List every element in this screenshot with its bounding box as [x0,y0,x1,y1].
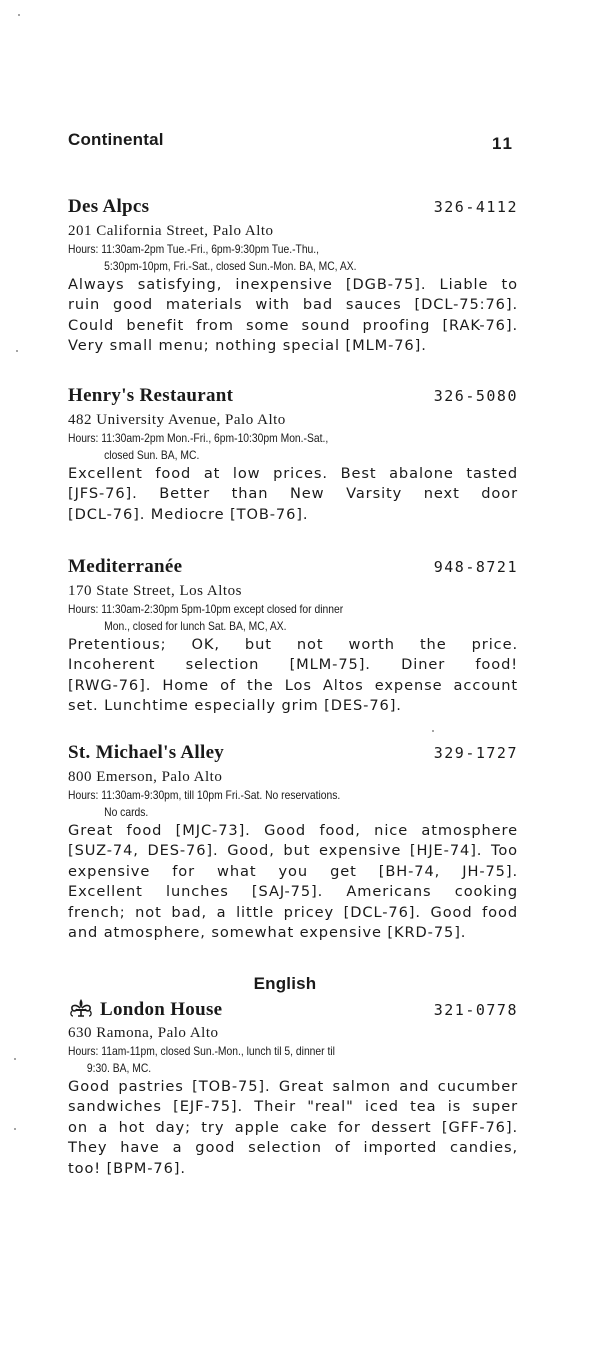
hours-line: No cards. [104,805,149,819]
scan-speck [432,730,434,732]
hours-line: Hours: 11am-11pm, closed Sun.-Mon., lunch til 5, dinner til [68,1044,335,1058]
review-line: [SUZ-74, DES-76]. Good, but expensive [HJE-74]. Too [68,842,518,860]
entry-heading [68,742,518,768]
review-line: ruin good materials with bad sauces [DCL-75:76]. [68,296,518,314]
review-line: Incoherent selection [MLM-75]. Diner food! [68,656,518,674]
restaurant-review [68,635,518,717]
restaurant-address: 630 Ramona, Palo Alto [68,1025,219,1041]
restaurant-entry [68,196,518,357]
restaurant-entry [68,385,518,525]
review-line: set. Lunchtime especially grim [DES-76]. [68,697,402,715]
review-line: Excellent lunches [SAJ-75]. Americans cooking [68,883,518,901]
review-line: Could benefit from some sound proofing [RAK-76]. [68,316,518,334]
restaurant-name-with-icon [68,998,222,1021]
restaurant-review [68,464,518,525]
restaurant-hours [68,601,515,635]
review-line: expensive for what you get [BH-74, JH-75]. [68,862,518,880]
restaurant-review [68,1077,518,1179]
scan-speck [14,1058,16,1060]
review-line: Pretentious; OK, but not worth the price. [68,636,518,653]
review-line: french; not bad, a little pricey [DCL-76]. Good food [68,903,518,921]
review-line: on a hot day; try apple cake for dessert [GFF-76]. [68,1118,518,1136]
hours-line: Hours: 11:30am-2:30pm 5pm-10pm except closed for dinner [68,602,344,616]
restaurant-address: 170 State Street, Los Altos [68,583,242,599]
phone-number: 321-0778 [433,1001,518,1019]
hours-line: Mon., closed for lunch Sat. BA, MC, AX. [104,619,287,633]
review-line: Very small menu; nothing special [MLM-76]. [68,337,427,355]
hours-line: Hours: 11:30am-2pm Tue.-Fri., 6pm-9:30pm Tue.-Thu., [68,242,320,256]
restaurant-entry [68,556,518,717]
hours-line: closed Sun. BA, MC. [104,448,200,462]
review-line: Always satisfying, inexpensive [DGB-75]. Liable to [68,276,518,293]
restaurant-entry [68,998,518,1179]
review-line: and atmosphere, somewhat expensive [KRD-75]. [68,923,467,941]
entry-heading [68,385,518,411]
section-title-continental: Continental [68,130,164,149]
entry-heading [68,998,518,1024]
restaurant-address: 800 Emerson, Palo Alto [68,769,223,785]
page-number: 11 [492,134,514,153]
section-title-english: English [253,974,317,993]
scan-speck [18,14,20,16]
restaurant-hours [68,787,515,821]
restaurant-name: Des Alpcs [68,196,150,217]
restaurant-hours [68,430,515,464]
phone-number: 326-4112 [433,198,518,216]
fleur-de-lis-icon [68,998,94,1018]
review-line: sandwiches [EJF-75]. Their "real" iced tea is super [68,1098,518,1116]
hours-line: 9:30. BA, MC. [86,1061,152,1075]
scan-speck [16,350,18,352]
restaurant-review [68,275,518,357]
hours-line: Hours: 11:30am-2pm Mon.-Fri., 6pm-10:30pm Mon.-Sat., [68,431,329,445]
restaurant-hours [68,241,515,275]
restaurant-name: Henry's Restaurant [68,385,234,406]
review-line: [JFS-76]. Better than New Varsity next door [68,485,518,503]
phone-number: 948-8721 [433,558,518,576]
review-line: They have a good selection of imported candies, [68,1139,518,1157]
restaurant-hours [68,1043,515,1077]
review-line: [DCL-76]. Mediocre [TOB-76]. [68,505,309,523]
restaurant-name: St. Michael's Alley [68,742,225,763]
restaurant-address: 201 California Street, Palo Alto [68,223,274,239]
review-line: Excellent food at low prices. Best abalone tasted [68,465,518,482]
review-line: Good pastries [TOB-75]. Great salmon and cucumber [68,1078,518,1095]
restaurant-review [68,821,518,943]
review-line: too! [BPM-76]. [68,1159,186,1177]
restaurant-name: Mediterranée [68,556,183,577]
phone-number: 329-1727 [433,744,518,762]
hours-line: 5:30pm-10pm, Fri.-Sat., closed Sun.-Mon. BA, MC, AX. [104,259,357,273]
restaurant-entry [68,742,518,943]
phone-number: 326-5080 [433,387,518,405]
entry-heading [68,196,518,222]
hours-line: Hours: 11:30am-9:30pm, till 10pm Fri.-Sat. No reservations. [68,788,341,802]
restaurant-address: 482 University Avenue, Palo Alto [68,412,286,428]
review-line: [RWG-76]. Home of the Los Altos expense account [68,676,518,694]
scan-speck [14,1128,16,1130]
entry-heading [68,556,518,582]
review-line: Great food [MJC-73]. Good food, nice atmosphere [68,822,518,839]
restaurant-name: London House [100,999,223,1020]
